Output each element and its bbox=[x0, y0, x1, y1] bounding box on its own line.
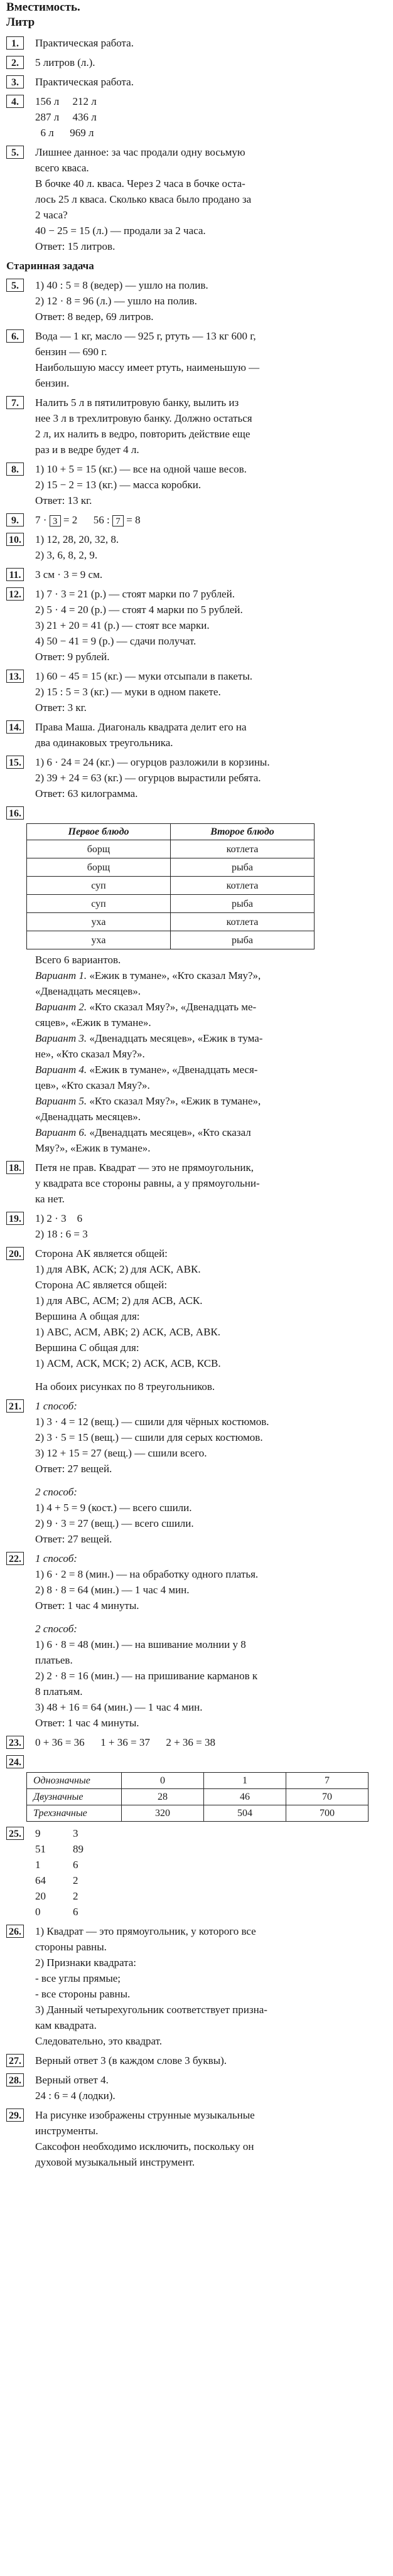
t25-cell: 1 bbox=[35, 1859, 41, 1871]
t11-line: 3 см · 3 = 9 см. bbox=[35, 569, 103, 580]
table-row bbox=[27, 913, 315, 931]
t22-line: Ответ: 1 час 4 минуты. bbox=[35, 1600, 139, 1611]
task-number: 11. bbox=[6, 568, 24, 581]
t22-line: 1 способ: bbox=[35, 1553, 77, 1564]
meal-table bbox=[26, 823, 315, 949]
t4-line: 6 л 969 л bbox=[35, 127, 94, 139]
variant-label: Вариант 4. bbox=[35, 1064, 87, 1076]
t6-line: бензин. bbox=[35, 377, 70, 389]
t20-line: Сторона АС является общей: bbox=[35, 1279, 168, 1291]
t5b-line: Ответ: 8 ведер, 69 литров. bbox=[35, 311, 154, 323]
t8-line: 2) 15 − 2 = 13 (кг.) — масса коробки. bbox=[35, 479, 202, 491]
t15-line: Ответ: 63 килограмма. bbox=[35, 788, 138, 799]
t22-line: 1) 6 · 2 = 8 (мин.) — на обработку одного платья. bbox=[35, 1568, 259, 1580]
task-21 bbox=[6, 1398, 383, 1547]
t26-line: 3) Данный четырехугольник соответствует призна- bbox=[35, 2004, 267, 2016]
table-cell: уха bbox=[27, 913, 171, 931]
t22-line: 3) 48 + 16 = 64 (мин.) — 1 час 4 мин. bbox=[35, 1701, 203, 1713]
task-25 bbox=[6, 1825, 383, 1920]
task-4 bbox=[6, 94, 383, 141]
task-number: 14. bbox=[6, 720, 24, 734]
task-18 bbox=[6, 1160, 383, 1207]
table-row bbox=[27, 858, 315, 877]
task-7 bbox=[6, 395, 383, 457]
t13-line: 1) 60 − 45 = 15 (кг.) — муки отсыпали в пакеты. bbox=[35, 670, 252, 682]
task-19 bbox=[6, 1211, 383, 1242]
t21-line: 2) 3 · 5 = 15 (вещ.) — сшили для серых костюмов. bbox=[35, 1431, 263, 1443]
task-number: 4. bbox=[6, 95, 24, 108]
t20-line: 1) для АВК, АСК; 2) для АСК, АВК. bbox=[35, 1263, 201, 1275]
table-cell: суп bbox=[27, 877, 171, 895]
t9-line: 7 · 3 = 2 56 : 7 = 8 bbox=[35, 514, 141, 527]
table-row bbox=[27, 877, 315, 895]
t16-line: сяцев», «Ежик в тумане». bbox=[35, 1017, 151, 1029]
t25-cell: 6 bbox=[73, 1906, 78, 1918]
t23-line: 0 + 36 = 36 1 + 36 = 37 2 + 36 = 38 bbox=[35, 1736, 216, 1748]
t26-line: - все стороны равны. bbox=[35, 1988, 131, 2000]
task-number: 9. bbox=[6, 513, 24, 526]
t21-line: 1) 3 · 4 = 12 (вещ.) — сшили для чёрных костюмов. bbox=[35, 1416, 269, 1428]
t8-line: Ответ: 13 кг. bbox=[35, 494, 92, 506]
task-number: 21. bbox=[6, 1399, 24, 1413]
table-cell: 320 bbox=[122, 1805, 204, 1822]
page bbox=[6, 0, 383, 2170]
t22-line: 2) 2 · 8 = 16 (мин.) — на пришивание карманов к bbox=[35, 1670, 258, 1682]
task-number: 27. bbox=[6, 2054, 24, 2067]
t29-line: Саксофон необходимо исключить, поскольку он bbox=[35, 2140, 254, 2152]
task-number: 25. bbox=[6, 1827, 24, 1840]
t5b-line: 1) 40 : 5 = 8 (ведер) — ушло на полив. bbox=[35, 279, 208, 291]
t25-cell: 9 bbox=[35, 1827, 41, 1839]
t15-line: 1) 6 · 24 = 24 (кг.) — огурцов разложили в корзины. bbox=[35, 756, 270, 768]
task-number: 20. bbox=[6, 1247, 24, 1260]
task-number: 15. bbox=[6, 756, 24, 769]
task-number: 23. bbox=[6, 1736, 24, 1749]
t26-line: 1) Квадрат — это прямоугольник, у которого все bbox=[35, 1925, 256, 1937]
t6-line: Наибольшую массу имеет ртуть, наименьшую — bbox=[35, 361, 260, 373]
t6-line: Вода — 1 кг, масло — 925 г, ртуть — 13 кг 600 г, bbox=[35, 330, 256, 342]
t26-line: 2) Признаки квадрата: bbox=[35, 1957, 137, 1969]
t25-cell: 2 bbox=[73, 1874, 78, 1886]
t20-line bbox=[35, 1371, 383, 1379]
task-8 bbox=[6, 461, 383, 508]
table-cell: борщ bbox=[27, 840, 171, 858]
table-row bbox=[27, 840, 315, 858]
t20-line: На обоих рисунках по 8 треугольников. bbox=[35, 1381, 215, 1392]
t14-line: Права Маша. Диагональ квадрата делит его на bbox=[35, 721, 247, 733]
t7-line: 2 л, их налить в ведро, повторить действие еще bbox=[35, 428, 250, 440]
t18-line: Петя не прав. Квадрат — это не прямоугольник, bbox=[35, 1162, 254, 1173]
task-number: 8. bbox=[6, 462, 24, 476]
spacer bbox=[35, 805, 383, 821]
t21-line: 2) 9 · 3 = 27 (вещ.) — всего сшили. bbox=[35, 1517, 194, 1529]
task-number: 24. bbox=[6, 1755, 24, 1768]
task-26 bbox=[6, 1923, 383, 2049]
t5b-line: 2) 12 · 8 = 96 (л.) — ушло на полив. bbox=[35, 295, 197, 307]
task-9 bbox=[6, 512, 383, 528]
t26-line: Следовательно, это квадрат. bbox=[35, 2035, 163, 2047]
table-cell: 0 bbox=[122, 1773, 204, 1789]
task-22 bbox=[6, 1551, 383, 1731]
t16-line: Вариант 5. «Кто сказал Мяу?», «Ежик в тумане», bbox=[35, 1095, 261, 1107]
task-27 bbox=[6, 2053, 383, 2068]
t12-line: 4) 50 − 41 = 9 (р.) — сдачи получат. bbox=[35, 635, 196, 647]
table-row bbox=[27, 931, 315, 949]
t7-line: Налить 5 л в пятилитровую банку, вылить из bbox=[35, 397, 239, 409]
t29-line: На рисунке изображены струнные музыкальные bbox=[35, 2109, 255, 2121]
t19-line: 1) 2 · 3 6 bbox=[35, 1212, 83, 1224]
t7-line: нее 3 л в трехлитровую банку. Должно остаться bbox=[35, 412, 252, 424]
t21-line: Ответ: 27 вещей. bbox=[35, 1463, 112, 1475]
task-number: 7. bbox=[6, 396, 24, 409]
task-number: 29. bbox=[6, 2108, 24, 2122]
row-label: Однозначные bbox=[27, 1773, 122, 1789]
t22-line bbox=[35, 1613, 383, 1621]
task-28 bbox=[6, 2072, 383, 2103]
t4-line: 287 л 436 л bbox=[35, 111, 97, 123]
t10-line: 1) 12, 28, 20, 32, 8. bbox=[35, 533, 119, 545]
t25-cell: 89 bbox=[73, 1843, 83, 1855]
table-cell: уха bbox=[27, 931, 171, 949]
t26-line: стороны равны. bbox=[35, 1941, 107, 1953]
table-cell: 28 bbox=[122, 1789, 204, 1805]
t21-line: 3) 12 + 15 = 27 (вещ.) — сшили всего. bbox=[35, 1447, 207, 1459]
t21-line bbox=[35, 1477, 383, 1484]
task-3 bbox=[6, 74, 383, 90]
table-cell: котлета bbox=[171, 913, 315, 931]
t20-line: 1) АСМ, АСК, МСК; 2) АСК, АСВ, КСВ. bbox=[35, 1357, 221, 1369]
row-label: Трехзначные bbox=[27, 1805, 122, 1822]
t19-line: 2) 18 : 6 = 3 bbox=[35, 1228, 88, 1240]
t16-line: Вариант 3. «Двенадцать месяцев», «Ежик в тума- bbox=[35, 1032, 263, 1044]
table-cell: суп bbox=[27, 895, 171, 913]
task-number: 19. bbox=[6, 1212, 24, 1225]
t12-line: 2) 5 · 4 = 20 (р.) — стоят 4 марки по 5 рублей. bbox=[35, 604, 243, 616]
task-20 bbox=[6, 1246, 383, 1394]
t12-line: 3) 21 + 20 = 41 (р.) — стоят все марки. bbox=[35, 619, 210, 631]
table-cell: 1 bbox=[204, 1773, 286, 1789]
table-cell: котлета bbox=[171, 840, 315, 858]
t26-line: - все углы прямые; bbox=[35, 1972, 121, 1984]
table-row bbox=[27, 1805, 369, 1822]
t8-line: 1) 10 + 5 = 15 (кг.) — все на одной чаше весов. bbox=[35, 463, 247, 475]
t25-cell: 20 bbox=[35, 1890, 46, 1902]
t16-line: Вариант 1. «Ежик в тумане», «Кто сказал Мяу?», bbox=[35, 970, 261, 981]
task-13 bbox=[6, 668, 383, 715]
t5-line: всего кваса. bbox=[35, 162, 89, 174]
number-table bbox=[26, 1772, 369, 1822]
task-16 bbox=[6, 805, 383, 1156]
variant-label: Вариант 5. bbox=[35, 1095, 87, 1107]
task-24 bbox=[6, 1754, 383, 1822]
t12-line: 1) 7 · 3 = 21 (р.) — стоят марки по 7 рублей. bbox=[35, 588, 235, 600]
task-11 bbox=[6, 567, 383, 582]
table-cell: рыба bbox=[171, 895, 315, 913]
t5-line: 40 − 25 = 15 (л.) — продали за 2 часа. bbox=[35, 225, 206, 237]
t4-line: 156 л 212 л bbox=[35, 95, 97, 107]
row-label: Двузначные bbox=[27, 1789, 122, 1805]
t25-cell: 2 bbox=[73, 1890, 78, 1902]
task-number: 3. bbox=[6, 75, 24, 88]
t25-cell: 0 bbox=[35, 1906, 41, 1918]
t21-line: Ответ: 27 вещей. bbox=[35, 1533, 112, 1545]
table-cell: 700 bbox=[286, 1805, 369, 1822]
table-row bbox=[27, 895, 315, 913]
t16-line: Вариант 6. «Двенадцать месяцев», «Кто сказал bbox=[35, 1126, 251, 1138]
t14-line: два одинаковых треугольника. bbox=[35, 737, 173, 749]
t25-cell: 3 bbox=[73, 1827, 78, 1839]
t22-line: 8 платьям. bbox=[35, 1686, 83, 1697]
t22-line: Ответ: 1 час 4 минуты. bbox=[35, 1717, 139, 1729]
t16-line: Вариант 2. «Кто сказал Мяу?», «Двенадцать ме- bbox=[35, 1001, 257, 1013]
t21-line: 1) 4 + 5 = 9 (кост.) — всего сшили. bbox=[35, 1502, 192, 1514]
task-number: 10. bbox=[6, 533, 24, 546]
page-title: Вместимость. bbox=[6, 1, 80, 14]
t20-line: Вершина А общая для: bbox=[35, 1310, 140, 1322]
t29-line: духовой музыкальный инструмент. bbox=[35, 2156, 195, 2168]
t20-line: 1) для АВС, АСМ; 2) для АСВ, АСК. bbox=[35, 1295, 203, 1307]
t5-line: лось 25 л кваса. Сколько кваса было продано за bbox=[35, 193, 252, 205]
variant-label: Вариант 1. bbox=[35, 970, 87, 981]
meal-table-header: Первое блюдо bbox=[27, 824, 171, 840]
t3-line: Практическая работа. bbox=[35, 76, 134, 88]
task-number: 22. bbox=[6, 1552, 24, 1565]
t25-cell: 6 bbox=[73, 1859, 78, 1871]
task-number: 28. bbox=[6, 2073, 24, 2087]
t26-line: кам квадрата. bbox=[35, 2019, 97, 2031]
table-cell: 7 bbox=[286, 1773, 369, 1789]
table-row bbox=[27, 1773, 369, 1789]
t28-line: 24 : 6 = 4 (лодки). bbox=[35, 2090, 116, 2102]
t21-line: 1 способ: bbox=[35, 1400, 77, 1412]
table-cell: 46 bbox=[204, 1789, 286, 1805]
task-1 bbox=[6, 35, 383, 51]
table-cell: рыба bbox=[171, 858, 315, 877]
variant-label: Вариант 6. bbox=[35, 1126, 87, 1138]
t22-line: платьев. bbox=[35, 1654, 73, 1666]
task-6 bbox=[6, 328, 383, 391]
t1-line: Практическая работа. bbox=[35, 37, 134, 49]
t16-line: цев», «Кто сказал Мяу?». bbox=[35, 1079, 150, 1091]
task-number: 16. bbox=[6, 806, 24, 820]
t16-line: «Двенадцать месяцев». bbox=[35, 985, 141, 997]
t20-line: Вершина С общая для: bbox=[35, 1342, 139, 1354]
t16-line: Всего 6 вариантов. bbox=[35, 954, 121, 966]
variant-label: Вариант 3. bbox=[35, 1032, 87, 1044]
answer-box: 3 bbox=[50, 515, 61, 526]
task-number: 13. bbox=[6, 670, 24, 683]
t16-line: не», «Кто сказал Мяу?». bbox=[35, 1048, 145, 1060]
t25-cell: 64 bbox=[35, 1874, 46, 1886]
t5-line: В бочке 40 л. кваса. Через 2 часа в бочке оста- bbox=[35, 178, 245, 190]
t12-line: Ответ: 9 рублей. bbox=[35, 651, 110, 663]
section-title-old-task: Старинная задача bbox=[6, 260, 94, 272]
t21-line: 2 способ: bbox=[35, 1486, 77, 1498]
task-2 bbox=[6, 55, 383, 70]
t28-line: Верный ответ 4. bbox=[35, 2074, 109, 2086]
t16-line: «Двенадцать месяцев». bbox=[35, 1111, 141, 1123]
t22-line: 2) 8 · 8 = 64 (мин.) — 1 час 4 мин. bbox=[35, 1584, 190, 1596]
task-number: 5. bbox=[6, 146, 24, 159]
t16-line: Вариант 4. «Ежик в тумане», «Двенадцать меся- bbox=[35, 1064, 258, 1076]
content bbox=[6, 35, 383, 2170]
t20-line: 1) АВС, АСМ, АВК; 2) АСК, АСВ, АВК. bbox=[35, 1326, 221, 1338]
task-23 bbox=[6, 1734, 383, 1750]
t15-line: 2) 39 + 24 = 63 (кг.) — огурцов вырастили ребята. bbox=[35, 772, 261, 784]
t2-line: 5 литров (л.). bbox=[35, 56, 95, 68]
task-number: 12. bbox=[6, 587, 24, 601]
meal-table-header: Второе блюдо bbox=[171, 824, 315, 840]
task-5 bbox=[6, 144, 383, 254]
t13-line: 2) 15 : 5 = 3 (кг.) — муки в одном пакете. bbox=[35, 686, 221, 698]
t20-line: Сторона АК является общей: bbox=[35, 1248, 168, 1259]
page-subtitle: Литр bbox=[6, 16, 35, 29]
t5-line: 2 часа? bbox=[35, 209, 68, 221]
table-cell: 70 bbox=[286, 1789, 369, 1805]
table-row bbox=[27, 1789, 369, 1805]
table-cell: борщ bbox=[27, 858, 171, 877]
t6-line: бензин — 690 г. bbox=[35, 346, 107, 358]
task-number: 5. bbox=[6, 279, 24, 292]
task-12 bbox=[6, 586, 383, 665]
t27-line: Верный ответ 3 (в каждом слове 3 буквы). bbox=[35, 2055, 227, 2066]
table-cell: котлета bbox=[171, 877, 315, 895]
t16-line: Мяу?», «Ежик в тумане». bbox=[35, 1142, 151, 1154]
variant-label: Вариант 2. bbox=[35, 1001, 87, 1013]
t13-line: Ответ: 3 кг. bbox=[35, 702, 87, 713]
answer-box: 7 bbox=[112, 515, 124, 526]
t5-line: Ответ: 15 литров. bbox=[35, 240, 116, 252]
t25-cell: 51 bbox=[35, 1843, 46, 1855]
t22-line: 2 способ: bbox=[35, 1623, 77, 1635]
t7-line: раз и в ведре будет 4 л. bbox=[35, 444, 139, 456]
task-29 bbox=[6, 2107, 383, 2170]
t25-grid bbox=[35, 1825, 383, 1920]
task-15 bbox=[6, 754, 383, 801]
t18-line: ка нет. bbox=[35, 1193, 65, 1205]
task-14 bbox=[6, 719, 383, 751]
t22-line: 1) 6 · 8 = 48 (мин.) — на вшивание молнии у 8 bbox=[35, 1638, 246, 1650]
task-number: 1. bbox=[6, 36, 24, 50]
task-number: 2. bbox=[6, 56, 24, 69]
table-cell: рыба bbox=[171, 931, 315, 949]
table-cell: 504 bbox=[204, 1805, 286, 1822]
t18-line: у квадрата все стороны равны, а у прямоугольни- bbox=[35, 1177, 260, 1189]
task-5b bbox=[6, 277, 383, 324]
t5-line: Лишнее данное: за час продали одну восьмую bbox=[35, 146, 245, 158]
task-number: 18. bbox=[6, 1161, 24, 1174]
t29-line: инструменты. bbox=[35, 2125, 99, 2137]
t10-line: 2) 3, 6, 8, 2, 9. bbox=[35, 549, 98, 561]
task-number: 6. bbox=[6, 329, 24, 343]
spacer bbox=[35, 1754, 383, 1770]
task-10 bbox=[6, 532, 383, 563]
task-number: 26. bbox=[6, 1925, 24, 1938]
